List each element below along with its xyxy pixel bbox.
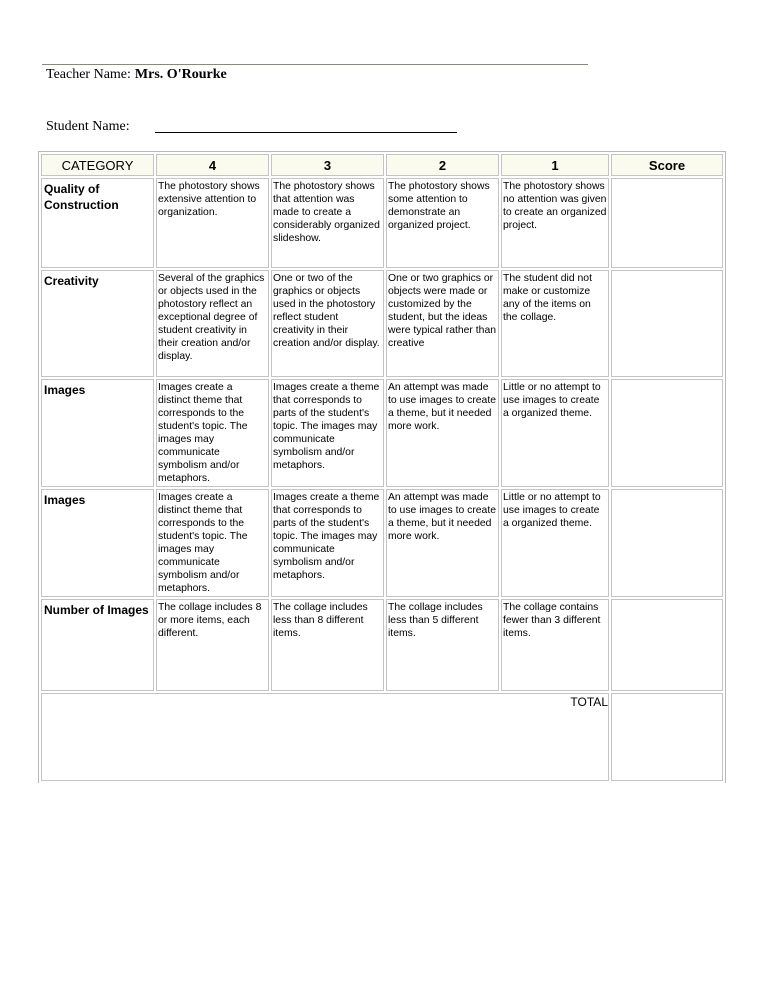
row-category: Creativity [41, 270, 154, 377]
teacher-label: Teacher Name: [46, 67, 131, 82]
row-cell: The collage contains fewer than 3 different items. [501, 599, 609, 691]
row-cell: The student did not make or customize any of the items on the collage. [501, 270, 609, 377]
row-cell: One or two of the graphics or objects used in the photostory reflect student creativity in their creation and/or display. [271, 270, 384, 377]
total-score-cell[interactable] [611, 693, 723, 781]
row-cell: Little or no attempt to use images to create a organized theme. [501, 489, 609, 597]
row-cell: The photostory shows some attention to demonstrate an organized project. [386, 178, 499, 268]
table-row [41, 270, 723, 377]
student-label: Student Name: [46, 119, 130, 134]
total-label: TOTAL [41, 693, 609, 781]
score-cell[interactable] [611, 379, 723, 487]
teacher-name: Mrs. O'Rourke [134, 67, 227, 82]
col-header-2: 2 [386, 154, 499, 176]
row-cell: The collage includes 8 or more items, each different. [156, 599, 269, 691]
score-cell[interactable] [611, 178, 723, 268]
row-cell: The collage includes less than 5 different items. [386, 599, 499, 691]
row-cell: An attempt was made to use images to create a theme, but it needed more work. [386, 489, 499, 597]
col-header-score: Score [611, 154, 723, 176]
row-category: Quality of Construction [41, 178, 154, 268]
row-cell: Images create a theme that corresponds to parts of the student's topic. The images may communicate symbolism and/or metaphors. [271, 489, 384, 597]
student-name-line [46, 119, 130, 135]
score-cell[interactable] [611, 599, 723, 691]
teacher-name-line [46, 67, 227, 83]
col-header-1: 1 [501, 154, 609, 176]
col-header-3: 3 [271, 154, 384, 176]
total-row [41, 693, 723, 781]
row-cell: The photostory shows no attention was given to create an organized project. [501, 178, 609, 268]
rubric-table-container [38, 151, 720, 791]
row-cell: Several of the graphics or objects used in the photostory reflect an exceptional degree of student creativity in their creation and/or display. [156, 270, 269, 377]
table-row [41, 379, 723, 487]
row-cell: The collage includes less than 8 different items. [271, 599, 384, 691]
score-cell[interactable] [611, 270, 723, 377]
row-cell: The photostory shows that attention was made to create a considerably organized slideshow. [271, 178, 384, 268]
header-row [41, 154, 723, 176]
row-category: Images [41, 379, 154, 487]
header-divider [42, 64, 588, 65]
score-cell[interactable] [611, 489, 723, 597]
row-category: Images [41, 489, 154, 597]
row-cell: Images create a distinct theme that corresponds to the student's topic. The images may communicate symbolism and/or metaphors. [156, 489, 269, 597]
row-category: Number of Images [41, 599, 154, 691]
table-row [41, 599, 723, 691]
row-cell: Little or no attempt to use images to create a organized theme. [501, 379, 609, 487]
student-name-blank[interactable] [155, 132, 457, 133]
row-cell: An attempt was made to use images to create a theme, but it needed more work. [386, 379, 499, 487]
col-header-4: 4 [156, 154, 269, 176]
row-cell: Images create a theme that corresponds to parts of the student's topic. The images may communicate symbolism and/or metaphors. [271, 379, 384, 487]
table-row [41, 178, 723, 268]
row-cell: One or two graphics or objects were made or customized by the student, but the ideas were typical rather than creative [386, 270, 499, 377]
col-header-category: CATEGORY [41, 154, 154, 176]
row-cell: The photostory shows extensive attention to organization. [156, 178, 269, 268]
rubric-table [38, 151, 726, 783]
table-row [41, 489, 723, 597]
row-cell: Images create a distinct theme that corresponds to the student's topic. The images may communicate symbolism and/or metaphors. [156, 379, 269, 487]
